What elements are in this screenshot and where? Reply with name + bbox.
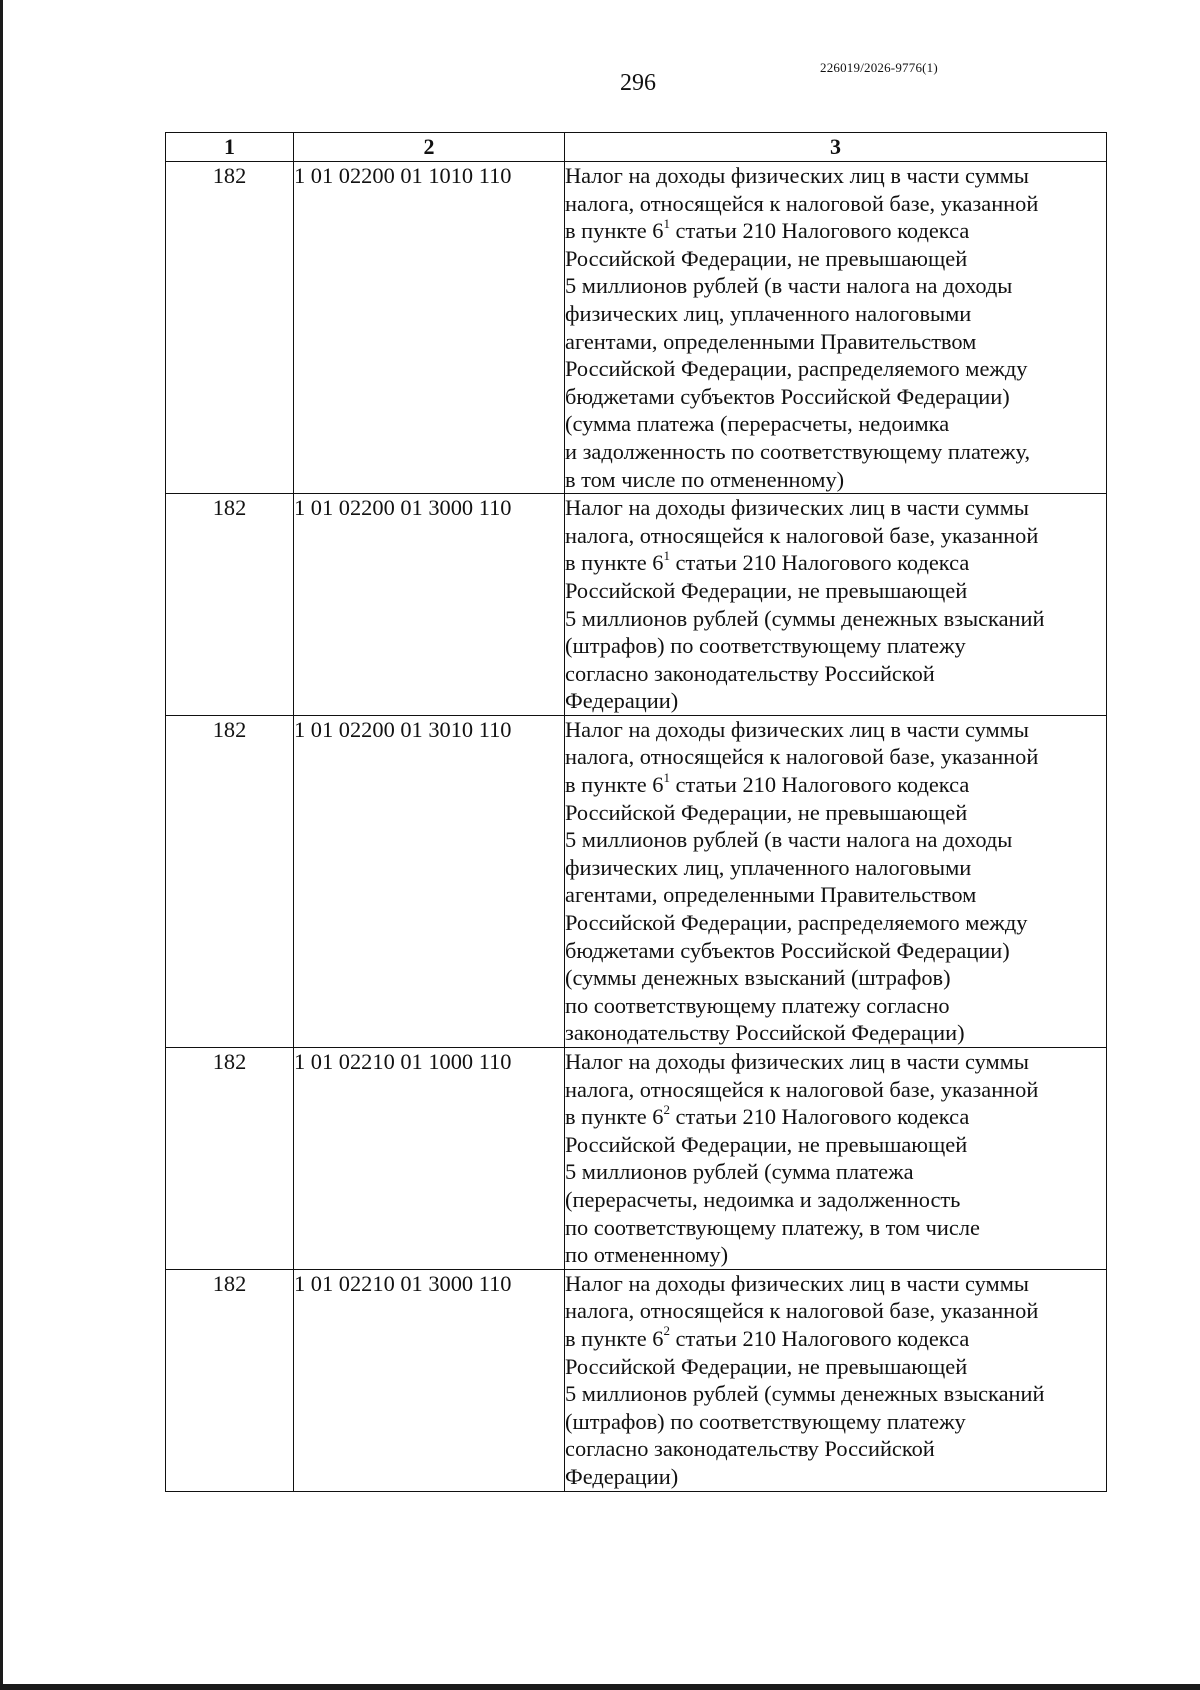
description-text: бюджетами субъектов Российской Федерации) — [565, 937, 1010, 963]
description-text: (штрафов) по соответствующему платежу — [565, 633, 966, 659]
description-text: 5 миллионов рублей (суммы денежных взысканий — [565, 605, 1045, 631]
description-text: Российской Федерации, не превышающей — [565, 799, 968, 825]
description-line — [565, 909, 1106, 937]
description-text: в пункте 6 — [565, 550, 664, 576]
description-text: (суммы денежных взысканий (штрафов) — [565, 965, 951, 991]
description-line — [565, 1019, 1106, 1047]
description-text-continued: статьи 210 Налогового кодекса — [669, 1104, 970, 1130]
description-text: по отмененному) — [565, 1242, 729, 1268]
description-line — [565, 743, 1106, 771]
description-line — [565, 1297, 1106, 1325]
scan-border-left — [0, 0, 3, 1690]
description-line — [565, 799, 1106, 827]
description-text-continued: статьи 210 Налогового кодекса — [669, 772, 970, 798]
description-cell — [565, 162, 1107, 494]
description-line — [565, 245, 1106, 273]
budget-classification-code-cell: 1 01 02210 01 1000 110 — [294, 1048, 565, 1270]
description-line — [565, 1103, 1106, 1131]
description-text: (сумма платежа (перерасчеты, недоимка — [565, 411, 950, 437]
description-text: Российской Федерации, распределяемого между — [565, 910, 1028, 936]
description-line — [565, 549, 1106, 577]
description-text: Российской Федерации, не превышающей — [565, 245, 968, 271]
description-line — [565, 1214, 1106, 1242]
description-text: 5 миллионов рублей (суммы денежных взысканий — [565, 1381, 1045, 1407]
description-line — [565, 964, 1106, 992]
description-line — [565, 300, 1106, 328]
budget-classification-code-cell: 1 01 02200 01 1010 110 — [294, 162, 565, 494]
paragraph-superscript: 1 — [663, 769, 670, 785]
description-text: в пункте 6 — [565, 772, 664, 798]
description-text: налога, относящейся к налоговой базе, указанной — [565, 1076, 1039, 1102]
description-text: согласно законодательству Российской — [565, 660, 935, 686]
description-line — [565, 1325, 1106, 1353]
table-row — [166, 715, 1107, 1047]
description-text: в пункте 6 — [565, 1104, 664, 1130]
description-line — [565, 1076, 1106, 1104]
description-text-continued: статьи 210 Налогового кодекса — [669, 218, 970, 244]
description-line — [565, 355, 1106, 383]
description-text: 5 миллионов рублей (в части налога на доходы — [565, 273, 1013, 299]
description-text: по соответствующему платежу согласно — [565, 992, 950, 1018]
description-text: Налог на доходы физических лиц в части суммы — [565, 495, 1029, 521]
description-text: согласно законодательству Российской — [565, 1436, 935, 1462]
document-id: 226019/2026-9776(1) — [820, 60, 938, 75]
description-line — [565, 438, 1106, 466]
description-text: Налог на доходы физических лиц в части суммы — [565, 163, 1029, 188]
description-text: в пункте 6 — [565, 1325, 664, 1351]
description-line — [565, 1131, 1106, 1159]
description-text: Налог на доходы физических лиц в части суммы — [565, 716, 1029, 742]
description-line — [565, 272, 1106, 300]
admin-code-cell: 182 — [166, 162, 294, 494]
description-line — [565, 1186, 1106, 1214]
description-text: (штрафов) по соответствующему платежу — [565, 1408, 966, 1434]
description-line — [565, 217, 1106, 245]
description-line — [565, 771, 1106, 799]
column-header-2: 2 — [294, 133, 565, 162]
description-text: бюджетами субъектов Российской Федерации) — [565, 383, 1010, 409]
description-line — [565, 605, 1106, 633]
description-line — [565, 937, 1106, 965]
description-cell — [565, 715, 1107, 1047]
description-line — [565, 383, 1106, 411]
description-line — [565, 1353, 1106, 1381]
admin-code-cell: 182 — [166, 715, 294, 1047]
description-line — [565, 632, 1106, 660]
description-text: Российской Федерации, распределяемого между — [565, 356, 1028, 382]
description-cell — [565, 1048, 1107, 1270]
table-row — [166, 162, 1107, 494]
description-text: Налог на доходы физических лиц в части суммы — [565, 1049, 1029, 1074]
description-text: Федерации) — [565, 688, 679, 714]
description-line — [565, 522, 1106, 550]
description-line — [565, 1241, 1106, 1269]
description-text: налога, относящейся к налоговой базе, указанной — [565, 522, 1039, 548]
admin-code-cell: 182 — [166, 1269, 294, 1491]
description-line — [565, 826, 1106, 854]
description-line — [565, 410, 1106, 438]
table-header-row — [166, 133, 1107, 162]
description-text-continued: статьи 210 Налогового кодекса — [669, 1325, 970, 1351]
paragraph-superscript: 2 — [663, 1323, 670, 1339]
table-row — [166, 494, 1107, 716]
description-text: законодательству Российской Федерации) — [565, 1020, 965, 1046]
description-text: налога, относящейся к налоговой базе, указанной — [565, 190, 1039, 216]
description-line — [565, 162, 1106, 190]
page-number: 296 — [620, 70, 656, 96]
budget-codes-table — [165, 132, 1107, 1492]
description-line — [565, 992, 1106, 1020]
description-line — [565, 1048, 1106, 1076]
description-text: Налог на доходы физических лиц в части суммы — [565, 1270, 1029, 1296]
description-text: агентами, определенными Правительством — [565, 328, 977, 354]
description-line — [565, 881, 1106, 909]
column-header-3: 3 — [565, 133, 1107, 162]
description-text: физических лиц, уплаченного налоговыми — [565, 854, 972, 880]
description-text: Российской Федерации, не превышающей — [565, 1131, 968, 1157]
description-text: Российской Федерации, не превышающей — [565, 1353, 968, 1379]
description-line — [565, 1158, 1106, 1186]
budget-classification-code-cell: 1 01 02200 01 3010 110 — [294, 715, 565, 1047]
description-line — [565, 1408, 1106, 1436]
description-line — [565, 1380, 1106, 1408]
description-line — [565, 1270, 1106, 1298]
description-text: агентами, определенными Правительством — [565, 882, 977, 908]
description-line — [565, 494, 1106, 522]
description-text: налога, относящейся к налоговой базе, указанной — [565, 1298, 1039, 1324]
scan-border-bottom — [0, 1684, 1200, 1690]
description-text: 5 миллионов рублей (сумма платежа — [565, 1159, 914, 1185]
paragraph-superscript: 2 — [663, 1101, 670, 1117]
description-line — [565, 687, 1106, 715]
description-line — [565, 466, 1106, 494]
description-text: налога, относящейся к налоговой базе, указанной — [565, 744, 1039, 770]
description-text: и задолженность по соответствующему платежу, — [565, 438, 1031, 464]
description-line — [565, 716, 1106, 744]
table-row — [166, 1269, 1107, 1491]
description-line — [565, 328, 1106, 356]
description-text-continued: статьи 210 Налогового кодекса — [669, 550, 970, 576]
description-text: физических лиц, уплаченного налоговыми — [565, 300, 972, 326]
description-line — [565, 577, 1106, 605]
budget-classification-code-cell: 1 01 02200 01 3000 110 — [294, 494, 565, 716]
admin-code-cell: 182 — [166, 494, 294, 716]
description-line — [565, 854, 1106, 882]
description-line — [565, 1435, 1106, 1463]
table-row — [166, 1048, 1107, 1270]
description-text: по соответствующему платежу, в том числе — [565, 1214, 980, 1240]
description-text: в том числе по отмененному) — [565, 466, 845, 492]
description-line — [565, 190, 1106, 218]
description-text: Федерации) — [565, 1463, 679, 1489]
paragraph-superscript: 1 — [663, 215, 670, 231]
description-text: Российской Федерации, не превышающей — [565, 577, 968, 603]
description-line — [565, 1463, 1106, 1491]
description-text: в пункте 6 — [565, 218, 664, 244]
description-cell — [565, 1269, 1107, 1491]
description-line — [565, 660, 1106, 688]
description-text: 5 миллионов рублей (в части налога на доходы — [565, 827, 1013, 853]
column-header-1: 1 — [166, 133, 294, 162]
paragraph-superscript: 1 — [663, 547, 670, 563]
description-cell — [565, 494, 1107, 716]
admin-code-cell: 182 — [166, 1048, 294, 1270]
budget-classification-code-cell: 1 01 02210 01 3000 110 — [294, 1269, 565, 1491]
description-text: (перерасчеты, недоимка и задолженность — [565, 1186, 961, 1212]
